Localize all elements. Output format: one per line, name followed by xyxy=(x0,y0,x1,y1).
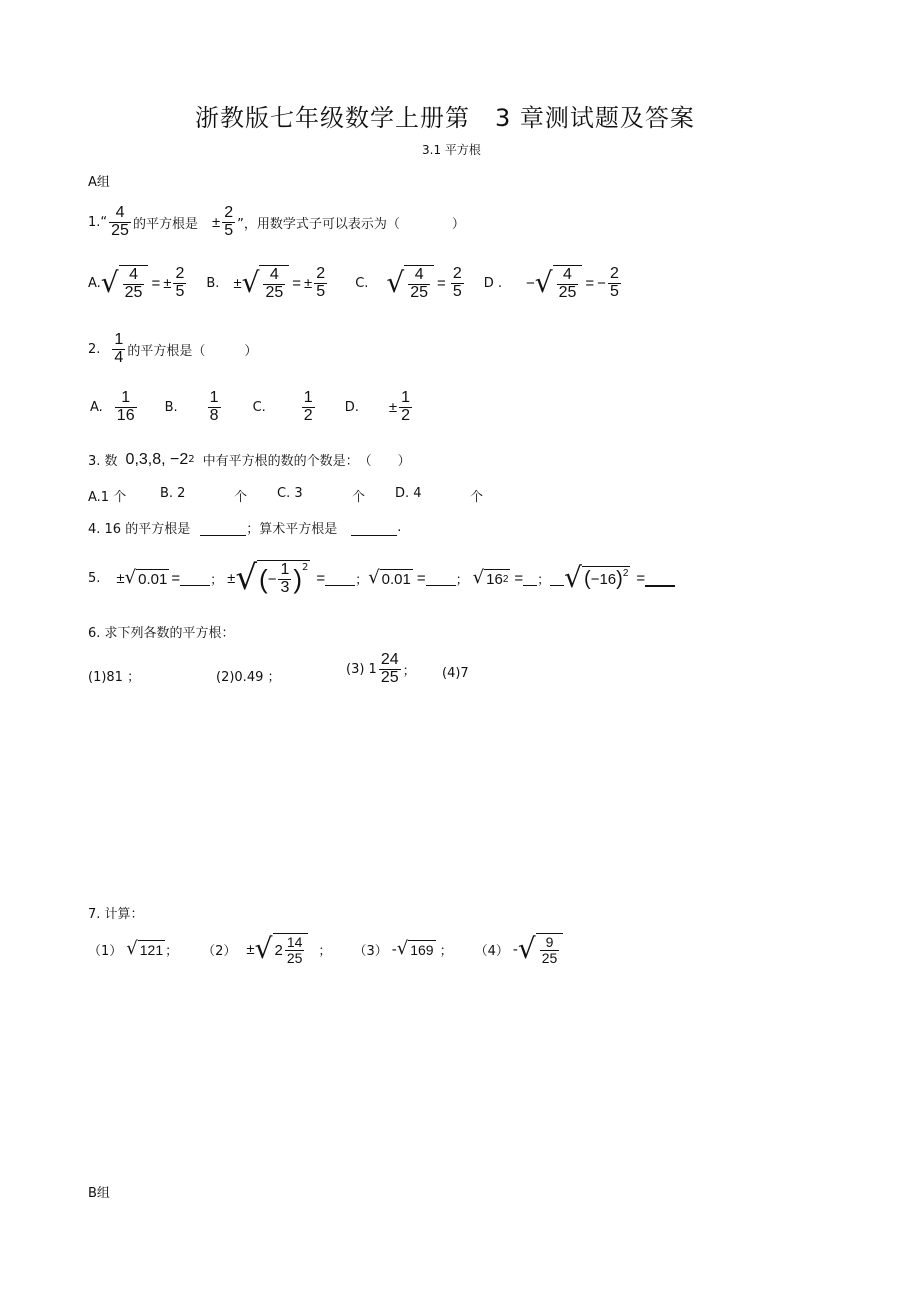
equals-sign: = xyxy=(437,274,446,292)
equals-sign: = xyxy=(316,569,326,587)
q3-number: 3. 数 xyxy=(88,454,118,469)
q1-fraction xyxy=(109,205,131,240)
pm-sign: ± xyxy=(163,274,172,292)
exponent: 2 xyxy=(302,562,309,573)
q3-option-c: C. 3 xyxy=(277,486,303,501)
q3-numbers: 0,3,8, −2 xyxy=(125,450,189,468)
semicolon: ； xyxy=(439,943,453,959)
q2-tail: 的平方根是（ ） xyxy=(127,343,258,359)
q2-number: 2. xyxy=(88,341,101,357)
numerator: 14 xyxy=(286,934,303,950)
numerator: 4 xyxy=(129,266,138,283)
page-title: 浙教版七年级数学上册第 3 章测试题及答案 xyxy=(195,104,695,132)
option-a-label: A. xyxy=(90,399,103,415)
equals-sign: = xyxy=(585,274,595,292)
minus-sign: - xyxy=(512,940,518,958)
question-4 xyxy=(88,518,401,537)
option-b-label: B. xyxy=(206,275,220,291)
q4-text-3: . xyxy=(397,520,402,535)
numerator: 4 xyxy=(269,266,279,283)
pm-sign: ± xyxy=(246,940,255,958)
equals-sign: = xyxy=(514,569,524,587)
exponent: 2 xyxy=(622,567,629,579)
equals-sign: = xyxy=(416,569,426,587)
numerator: 9 xyxy=(545,934,554,950)
numerator: 24 xyxy=(380,651,399,668)
radicand: 16 xyxy=(486,570,503,588)
q5-blank-4a[interactable] xyxy=(523,570,537,586)
denominator: 25 xyxy=(111,221,129,239)
denominator: 3 xyxy=(280,578,290,596)
semicolon: ； xyxy=(165,943,179,959)
denominator: 25 xyxy=(380,668,399,686)
q3-option-d: D. 4 xyxy=(395,486,422,501)
q6-part-4: (4)7 xyxy=(442,666,469,681)
numerator: 2 xyxy=(452,265,462,282)
q7-part-2-label: （2） xyxy=(202,943,237,959)
radical-icon: √ xyxy=(517,932,536,966)
q3-option-d-unit: 个 xyxy=(470,490,484,505)
radical-icon: √ xyxy=(235,558,258,599)
q6-part-3 xyxy=(346,652,416,687)
q5-blank-2[interactable] xyxy=(325,570,355,586)
equals-sign: = xyxy=(292,274,302,292)
option-d-label: D. xyxy=(344,399,359,415)
numerator: 4 xyxy=(563,266,572,283)
group-a-label: A组 xyxy=(88,175,110,190)
numerator: 4 xyxy=(414,266,424,283)
numerator: 1 xyxy=(114,331,124,348)
sqrt-expression xyxy=(386,265,434,302)
denominator: 4 xyxy=(114,348,124,366)
equals-sign: = xyxy=(151,274,161,292)
minus-sign: - xyxy=(391,940,397,958)
denominator: 5 xyxy=(452,282,462,300)
q5-blank-4b[interactable] xyxy=(550,570,564,586)
equals-sign: = xyxy=(171,569,181,587)
denominator: 25 xyxy=(410,283,429,301)
option-a-label: A. xyxy=(88,275,101,291)
q6-title: 6. 求下列各数的平方根： xyxy=(88,626,235,641)
denominator: 2 xyxy=(303,406,313,424)
sqrt-expression xyxy=(535,265,583,302)
question-5: 5. ± √ 0.01 = ； ± √ ( − $\frac{1}{3}$ ) 2 = ； √ 0.01 = ； √ 16 2 = ； √ ( −16 ) 2 = xyxy=(88,560,675,597)
q7-part-3-label: （3） xyxy=(353,943,388,959)
q3-tail: 中有平方根的数的个数是： （ ） xyxy=(202,454,411,469)
radical-icon: √ xyxy=(534,266,553,300)
denominator: 25 xyxy=(558,283,577,301)
q5-blank-1[interactable] xyxy=(180,570,210,586)
option-b-label: B. xyxy=(164,399,178,415)
numerator: 1 xyxy=(209,389,219,406)
radicand: 0.01 xyxy=(138,570,168,588)
radicand: −16 xyxy=(590,570,617,588)
q4-text-2: ；算术平方根是 xyxy=(246,522,338,537)
q3-option-c-unit: 个 xyxy=(352,490,366,505)
semicolon: ； xyxy=(210,572,224,588)
pm-sign: ± xyxy=(233,274,242,292)
denominator: 25 xyxy=(265,283,284,301)
semicolon: ； xyxy=(455,572,469,588)
radical-icon: √ xyxy=(386,266,405,300)
q7-part-1-label: （1） xyxy=(88,943,123,959)
numerator: 1 xyxy=(280,561,290,578)
q5-blank-3[interactable] xyxy=(426,570,456,586)
radicand: 121 xyxy=(139,942,164,959)
pm-sign: ± xyxy=(116,569,125,587)
radical-icon: √ xyxy=(368,567,380,589)
q5-number: 5. xyxy=(88,570,101,586)
q7-title: 7. 计算： xyxy=(88,907,144,922)
denominator: 16 xyxy=(116,406,135,424)
denominator: 5 xyxy=(609,282,619,300)
semicolon: ； xyxy=(402,663,416,679)
q1-number: 1.“ xyxy=(88,214,108,230)
section-heading: 3.1 平方根 xyxy=(422,143,481,157)
question-3 xyxy=(88,450,411,469)
q6-part-3-label: (3) 1 xyxy=(346,661,377,677)
numerator: 2 xyxy=(609,265,619,282)
radical-icon: √ xyxy=(396,938,409,960)
semicolon: ； xyxy=(537,572,551,588)
sqrt-expression xyxy=(242,265,290,302)
numerator: 4 xyxy=(115,204,125,221)
radical-icon: √ xyxy=(100,266,119,300)
q7-parts xyxy=(88,933,563,965)
radical-icon: √ xyxy=(126,938,138,960)
q3-option-b-unit: 个 xyxy=(234,490,248,505)
radical-icon: √ xyxy=(254,932,273,966)
option-d-label: D . xyxy=(483,275,502,291)
denominator: 25 xyxy=(541,949,558,966)
denominator: 5 xyxy=(224,221,234,239)
group-b-label: B组 xyxy=(88,1186,110,1201)
equals-sign: = xyxy=(636,569,646,587)
q3-option-a: A.1 个 xyxy=(88,490,127,505)
denominator: 25 xyxy=(124,283,143,301)
option-c-label: C. xyxy=(355,275,369,291)
denominator: 25 xyxy=(286,949,303,966)
denominator: 2 xyxy=(401,406,410,424)
minus-sign: − xyxy=(267,570,277,588)
radicand: 0.01 xyxy=(381,570,411,588)
semicolon: ； xyxy=(318,943,332,959)
numerator: 2 xyxy=(224,204,234,221)
q3-option-b: B. 2 xyxy=(160,486,186,501)
minus-sign: − xyxy=(526,274,535,292)
option-c-label: C. xyxy=(252,399,266,415)
q7-part-4-label: （4） xyxy=(474,943,509,959)
q1-pm: ± xyxy=(211,213,221,231)
radical-icon: √ xyxy=(564,561,583,595)
q4-blank-2[interactable] xyxy=(351,520,397,536)
q4-text-1: 4. 16 的平方根是 xyxy=(88,522,191,537)
q1-text: 的平方根是 xyxy=(132,216,198,232)
question-2 xyxy=(88,332,257,367)
radicand: 169 xyxy=(410,942,434,959)
pm-sign: ± xyxy=(227,569,236,587)
sqrt-expression xyxy=(101,265,149,302)
q1-tail: ”，用数学式子可以表示为（ ） xyxy=(237,216,465,232)
numerator: 2 xyxy=(175,265,185,282)
numerator: 2 xyxy=(316,265,326,282)
denominator: 5 xyxy=(175,282,185,300)
q5-blank-5[interactable] xyxy=(645,570,675,587)
q1-options xyxy=(88,265,623,302)
q1-answer-fraction xyxy=(222,205,235,240)
numerator: 1 xyxy=(121,389,131,406)
q6-part-1: (1)81 ； xyxy=(88,670,141,685)
semicolon: ； xyxy=(355,572,369,588)
whole-number: 2 xyxy=(274,941,283,959)
numerator: 1 xyxy=(401,389,410,406)
exponent: 2 xyxy=(188,454,195,465)
radical-icon: √ xyxy=(472,567,485,589)
minus-sign: − xyxy=(597,274,606,292)
pm-sign: ± xyxy=(304,274,313,292)
exponent: 2 xyxy=(502,573,509,585)
q6-part-2: (2)0.49 ； xyxy=(216,670,281,685)
denominator: 8 xyxy=(209,406,219,424)
pm-sign: ± xyxy=(388,398,398,416)
radical-icon: √ xyxy=(241,266,260,300)
question-1 xyxy=(88,205,465,240)
radical-icon: √ xyxy=(124,567,137,589)
numerator: 1 xyxy=(303,389,313,406)
denominator: 5 xyxy=(316,282,326,300)
q4-blank-1[interactable] xyxy=(200,520,246,536)
q2-options xyxy=(90,390,414,425)
